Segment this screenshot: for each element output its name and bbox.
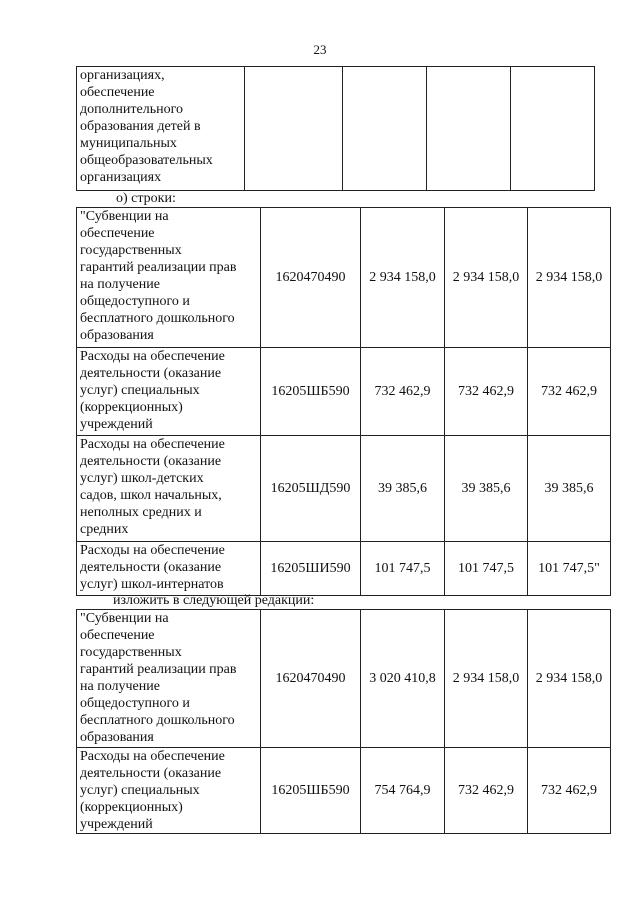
row-code-cell: 1620470490 [261, 610, 361, 748]
value-cell-1: 39 385,6 [361, 436, 445, 542]
empty-cell [511, 67, 595, 191]
row-code-cell: 16205ШД590 [261, 436, 361, 542]
section-o-caption: о) строки: [116, 191, 176, 206]
value-cell-1: 754 764,9 [361, 748, 445, 834]
table-row [77, 348, 611, 436]
table-row [77, 748, 611, 834]
section-new-table [76, 609, 611, 834]
section-new-caption: изложить в следующей редакции: [113, 593, 315, 608]
value-cell-3: 101 747,5" [528, 542, 611, 596]
value-cell-2: 732 462,9 [445, 748, 528, 834]
table-row [77, 67, 595, 191]
value-cell-2: 2 934 158,0 [445, 208, 528, 348]
table-row [77, 610, 611, 748]
table-row [77, 542, 611, 596]
value-cell-3: 39 385,6 [528, 436, 611, 542]
table-row [77, 436, 611, 542]
page-number: 23 [313, 42, 327, 57]
value-cell-3: 732 462,9 [528, 748, 611, 834]
section-o-table [76, 207, 611, 596]
value-cell-2: 2 934 158,0 [445, 610, 528, 748]
value-cell-1: 2 934 158,0 [361, 208, 445, 348]
value-cell-2: 101 747,5 [445, 542, 528, 596]
value-cell-2: 39 385,6 [445, 436, 528, 542]
value-cell-3: 732 462,9 [528, 348, 611, 436]
row-code-cell: 16205ШБ590 [261, 748, 361, 834]
row-code-cell: 16205ШИ590 [261, 542, 361, 596]
continued-table [76, 66, 595, 191]
row-name-cell: Расходы на обеспечение деятельности (оказание услуг) специальных (коррекционных) учреждений [77, 748, 261, 834]
value-cell-2: 732 462,9 [445, 348, 528, 436]
value-cell-3: 2 934 158,0 [528, 208, 611, 348]
empty-cell [343, 67, 427, 191]
row-name-cell: Расходы на обеспечение деятельности (оказание услуг) школ-интернатов [77, 542, 261, 596]
row-name-cell: "Субвенции на обеспечение государственных гарантий реализации прав на получение общедоступного и бесплатного дошкольного образования [77, 610, 261, 748]
row-name-cell: Расходы на обеспечение деятельности (оказание услуг) школ-детских садов, школ начальных, неполных средних и средних [77, 436, 261, 542]
row-name-cell: "Субвенции на обеспечение государственных гарантий реализации прав на получение общедоступного и бесплатного дошкольного образования [77, 208, 261, 348]
value-cell-3: 2 934 158,0 [528, 610, 611, 748]
table-row [77, 208, 611, 348]
row-code-cell: 1620470490 [261, 208, 361, 348]
empty-cell [427, 67, 511, 191]
row-code-cell: 16205ШБ590 [261, 348, 361, 436]
row-name-cell: Расходы на обеспечение деятельности (оказание услуг) специальных (коррекционных) учреждений [77, 348, 261, 436]
empty-cell [245, 67, 343, 191]
value-cell-1: 3 020 410,8 [361, 610, 445, 748]
value-cell-1: 732 462,9 [361, 348, 445, 436]
row-name-cell: организациях, обеспечение дополнительного образования детей в муниципальных общеобразовательных организациях [77, 67, 245, 191]
value-cell-1: 101 747,5 [361, 542, 445, 596]
